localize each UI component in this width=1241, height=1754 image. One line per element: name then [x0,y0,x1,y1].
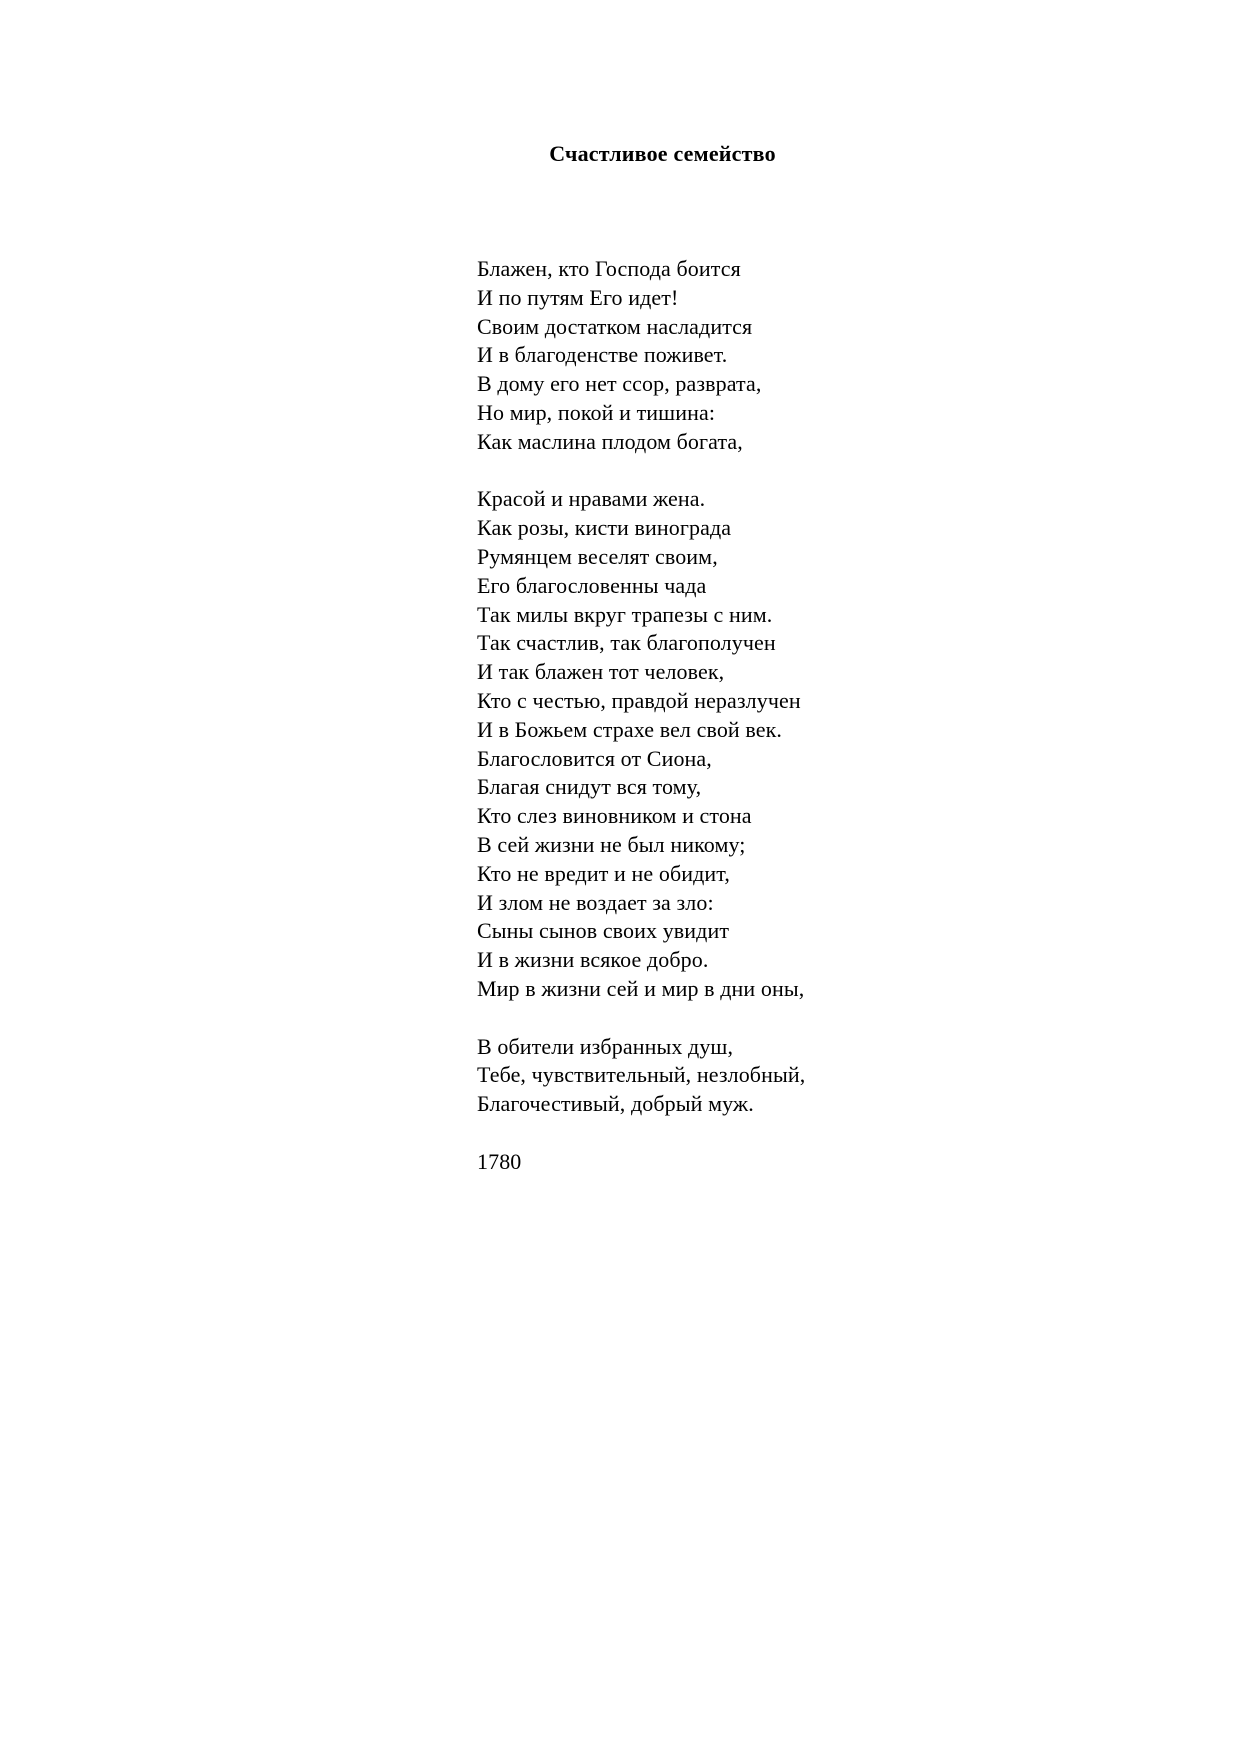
poem-line: Так счастлив, так благополучен [477,630,776,656]
poem-line: Мир в жизни сей и мир в дни оны, [477,975,805,1001]
poem-line: Кто слез виновником и стона [477,803,752,829]
stanza [477,255,805,457]
poem-line: Блажен, кто Господа боится [477,256,741,281]
poem-line: Как розы, кисти винограда [477,515,732,541]
poem-line: Так милы вкруг трапезы с ним. [477,601,773,627]
poem-line: В сей жизни не был никому; [477,831,746,857]
poem-year: 1780 [477,1148,522,1174]
poem-line: Кто с честью, правдой неразлучен [477,687,801,713]
poem-line: Сыны сынов своих увидит [477,918,730,944]
poem-title: Счастливое семейство [549,141,776,166]
poem-line: Благая снидут вся тому, [477,774,702,800]
poem-line: В обители избранных душ, [477,1033,734,1059]
poem-line: Его благословенны чада [477,572,707,598]
poem-line: И в благоденстве поживет. [477,342,728,368]
poem-line: В дому его нет ссор, разврата, [477,371,762,397]
poem-line: Благочестивый, добрый муж. [477,1091,754,1117]
stanza [477,1033,805,1119]
poem-line: И по путям Его идет! [477,284,679,310]
poem-line: Но мир, покой и тишина: [477,399,716,425]
poem-line: Красой и нравами жена. [477,486,706,512]
poem-line: Своим достатком насладится [477,313,753,339]
poem-line: Тебе, чувствительный, незлобный, [477,1062,806,1088]
poem-body [477,255,805,1177]
poem-line: И в жизни всякое добро. [477,947,709,973]
poem-line: Благословится от Сиона, [477,745,712,771]
poem-line: И так блажен тот человек, [477,659,725,685]
poem-line: И в Божьем страхе вел свой век. [477,716,782,742]
poem-line: И злом не воздает за зло: [477,889,714,915]
stanza [477,485,805,1003]
poem-line: Как маслина плодом богата, [477,428,743,454]
poem-line: Кто не вредит и не обидит, [477,860,730,886]
poem-line: Румянцем веселят своим, [477,543,718,569]
